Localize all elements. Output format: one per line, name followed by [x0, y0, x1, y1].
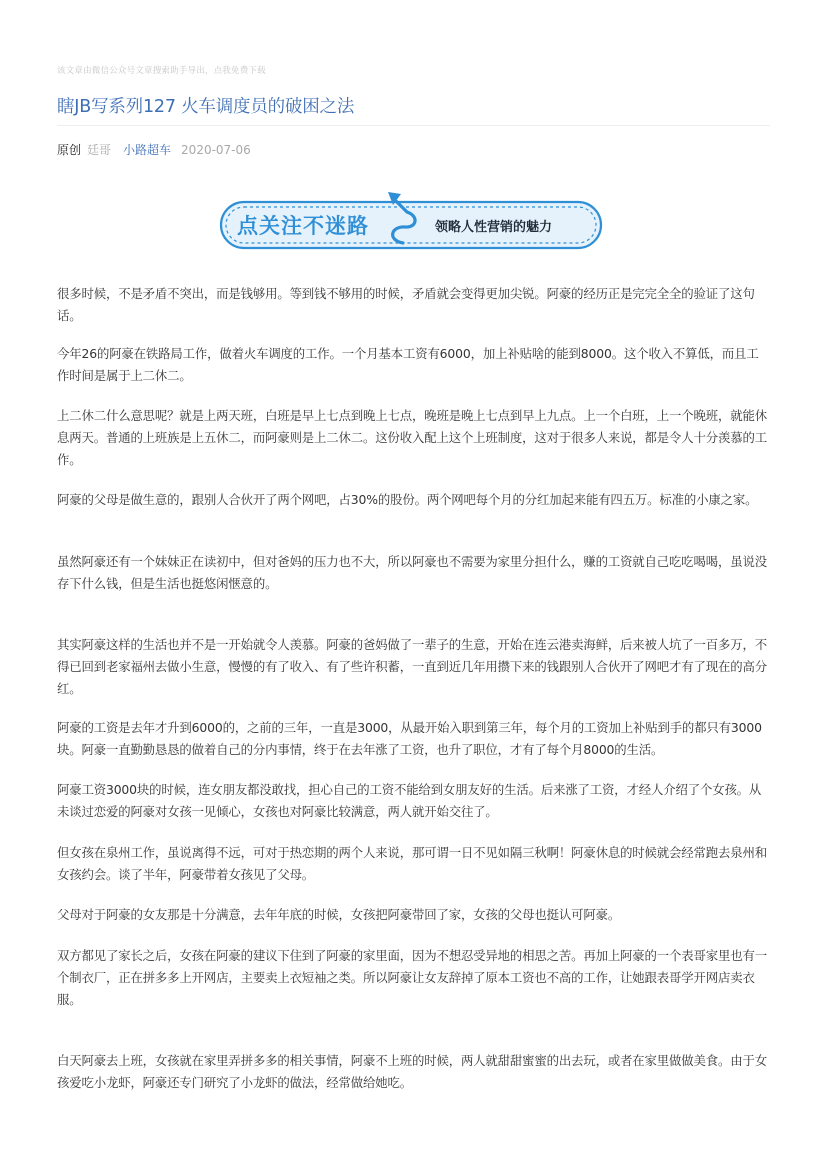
author-name: 廷哥 — [87, 143, 112, 157]
banner-left-text: 点关注不迷路 — [237, 214, 369, 238]
publish-date: 2020-07-06 — [181, 143, 251, 157]
banner-right-text: 领略人性营销的魅力 — [435, 220, 553, 235]
paragraph: 今年26的阿豪在铁路局工作，做着火车调度的工作。一个月基本工资有6000，加上补贴啥的能到8000。这个收入不算低，而且工作时间是属于上二休二。 — [57, 346, 759, 383]
paragraph: 阿豪的工资是去年才升到6000的，之前的三年，一直是3000，从最开始入职到第三年，每个月的工资加上补贴到手的都只有3000块。阿豪一直勤勤恳恳的做着自己的分内事情，终于在去年涨了工资，也升了职位，才有了每个月8000的生活。 — [57, 720, 762, 757]
paragraph: 其实阿豪这样的生活也并不是一开始就令人羡慕。阿豪的爸妈做了一辈子的生意，开始在连云港卖海鲜，后来被人坑了一百多万，不得已回到老家福州去做小生意，慢慢的有了收入、有了些许积蓄，一直到近几年用攒下来的钱跟别人合伙开了网吧才有了现在的高分红。 — [57, 637, 767, 696]
account-name-link[interactable]: 小路超车 — [123, 143, 172, 157]
paragraph: 白天阿豪去上班，女孩就在家里弄拼多多的相关事情，阿豪不上班的时候，两人就甜甜蜜蜜的出去玩，或者在家里做做美食。由于女孩爱吃小龙虾，阿豪还专门研究了小龙虾的做法，经常做给她吃。 — [57, 1053, 767, 1090]
article-meta — [57, 141, 251, 158]
export-notice-link[interactable]: 该文章由微信公众号文章搜索助手导出，点我免费下载 — [57, 66, 266, 76]
original-badge: 原创 — [57, 143, 82, 157]
paragraph: 虽然阿豪还有一个妹妹正在读初中，但对爸妈的压力也不大，所以阿豪也不需要为家里分担什么，赚的工资就自己吃吃喝喝，虽说没存下什么钱，但是生活也挺悠闲惬意的。 — [57, 554, 767, 591]
paragraph: 上二休二什么意思呢？就是上两天班，白班是早上七点到晚上七点，晚班是晚上七点到早上九点。上一个白班，上一个晚班，就能休息两天。普通的上班族是上五休二，而阿豪则是上二休二。这份收入配上这个上班制度，这对于很多人来说，都是令人十分羡慕的工作。 — [57, 408, 767, 467]
paragraph: 父母对于阿豪的女友那是十分满意，去年年底的时候，女孩把阿豪带回了家，女孩的父母也挺认可阿豪。 — [57, 907, 621, 922]
article-title: 瞎JB写系列127 火车调度员的破困之法 — [57, 97, 355, 117]
paragraph: 阿豪的父母是做生意的，跟别人合伙开了两个网吧，占30%的股份。两个网吧每个月的分红加起来能有四五万。标准的小康之家。 — [57, 492, 758, 507]
paragraph: 阿豪工资3000块的时候，连女朋友都没敢找，担心自己的工资不能给到女朋友好的生活。后来涨了工资，才经人介绍了个女孩。从未谈过恋爱的阿豪对女孩一见倾心，女孩也对阿豪比较满意，两人就开始交往了。 — [57, 782, 762, 819]
title-divider — [57, 125, 770, 126]
paragraph: 但女孩在泉州工作，虽说离得不远，可对于热恋期的两个人来说，那可谓一日不见如隔三秋啊！阿豪休息的时候就会经常跑去泉州和女孩约会。谈了半年，阿豪带着女孩见了父母。 — [57, 845, 767, 882]
paragraph: 双方都见了家长之后，女孩在阿豪的建议下住到了阿豪的家里面，因为不想忍受异地的相思之苦。再加上阿豪的一个表哥家里也有一个制衣厂，正在拼多多上开网店，主要卖上衣短袖之类。所以阿豪让女友辞掉了原本工资也不高的工作，让她跟表哥学开网店卖衣服。 — [57, 948, 767, 1007]
paragraph: 很多时候，不是矛盾不突出，而是钱够用。等到钱不够用的时候，矛盾就会变得更加尖锐。阿豪的经历正是完完全全的验证了这句话。 — [57, 286, 755, 323]
follow-banner — [217, 186, 605, 252]
